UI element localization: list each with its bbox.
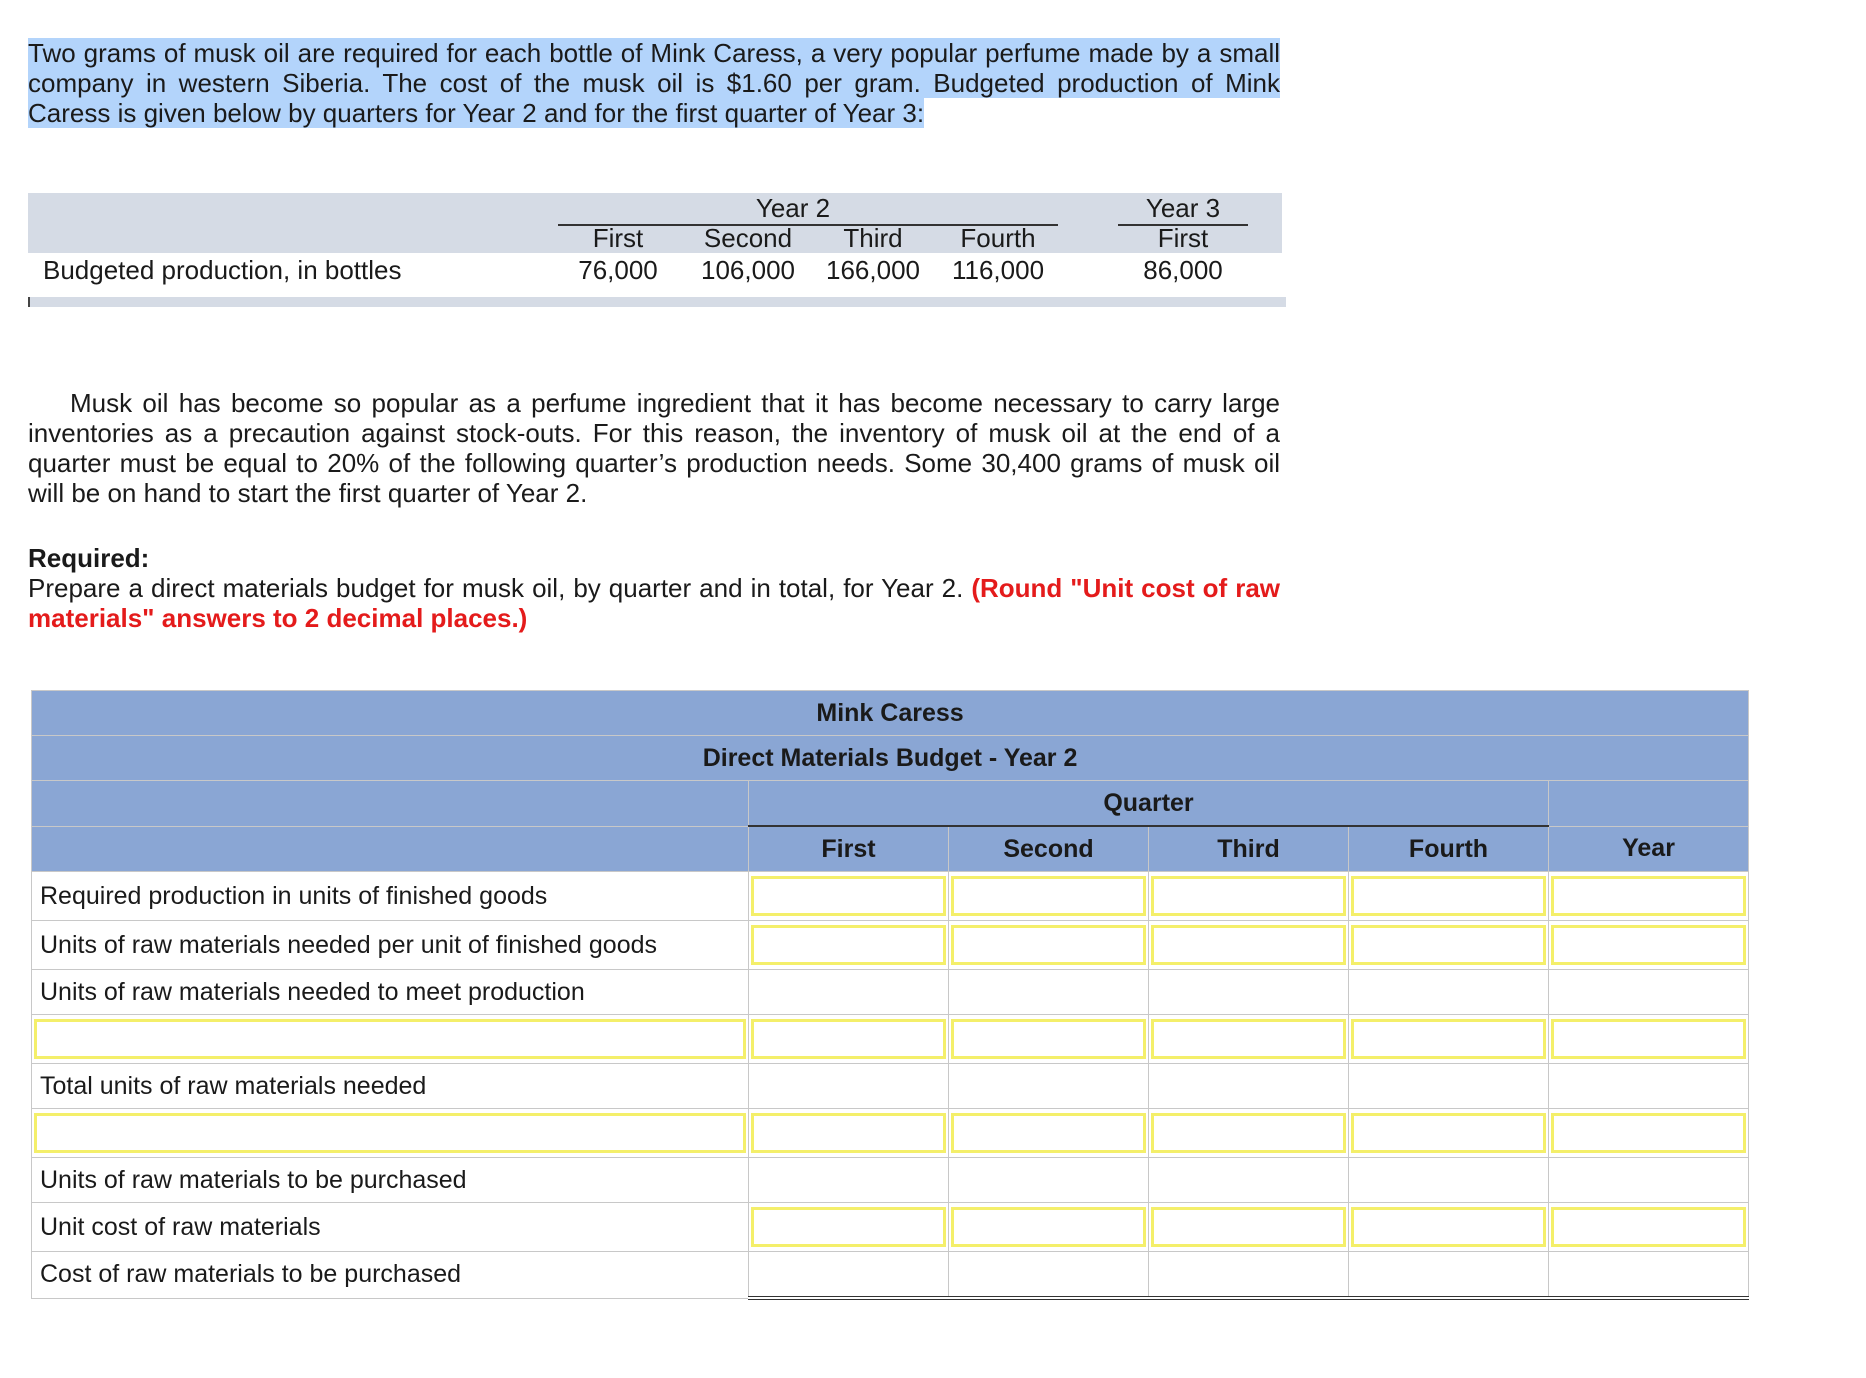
cell-total-fourth bbox=[1349, 1064, 1549, 1109]
value-q3: 166,000 bbox=[826, 255, 920, 285]
value-year3-q1: 86,000 bbox=[1143, 255, 1223, 285]
cell-purchase-fourth bbox=[1349, 1158, 1549, 1203]
budget-title: Mink Caress bbox=[32, 691, 1749, 736]
cell-purchase-first bbox=[749, 1158, 949, 1203]
row-label-units-to-purchase: Units of raw materials to be purchased bbox=[32, 1158, 749, 1203]
cell-units-needed-year bbox=[1549, 970, 1749, 1015]
input-row4-third[interactable] bbox=[1151, 1019, 1346, 1059]
quarter-fourth: Fourth bbox=[960, 223, 1036, 253]
input-required-production-year[interactable] bbox=[1551, 876, 1746, 916]
input-unit-cost-year[interactable] bbox=[1551, 1207, 1746, 1247]
required-section bbox=[28, 543, 1280, 633]
input-required-production-fourth[interactable] bbox=[1351, 876, 1546, 916]
cell-units-needed-second bbox=[949, 970, 1149, 1015]
input-row-label-4[interactable] bbox=[34, 1019, 746, 1059]
input-row6-second[interactable] bbox=[951, 1113, 1146, 1153]
cell-cost-third bbox=[1149, 1252, 1349, 1299]
input-unit-cost-fourth[interactable] bbox=[1351, 1207, 1546, 1247]
input-row6-first[interactable] bbox=[751, 1113, 946, 1153]
cell-total-first bbox=[749, 1064, 949, 1109]
row-label-unit-cost: Unit cost of raw materials bbox=[32, 1203, 749, 1252]
cell-total-year bbox=[1549, 1064, 1749, 1109]
value-q4: 116,000 bbox=[951, 255, 1045, 285]
row-label-total-units-needed: Total units of raw materials needed bbox=[32, 1064, 749, 1109]
cell-cost-first bbox=[749, 1252, 949, 1299]
input-unit-cost-third[interactable] bbox=[1151, 1207, 1346, 1247]
budget-subtitle: Direct Materials Budget - Year 2 bbox=[32, 736, 1749, 781]
intro-paragraph bbox=[28, 38, 1280, 128]
year3-label: Year 3 bbox=[1145, 193, 1221, 223]
intro-text: Two grams of musk oil are required for each bottle of Mink Caress, a very popular perfume made by a small company in western Siberia. The cost of the musk oil is $1.60 per gram. Budgeted production of Mink Caress is given below by quarters for Year 2 and for the first quarter of Year 3: bbox=[28, 38, 1280, 128]
col-first: First bbox=[749, 826, 949, 872]
cell-cost-fourth bbox=[1349, 1252, 1549, 1299]
col-third: Third bbox=[1149, 826, 1349, 872]
col-year: Year bbox=[1549, 826, 1749, 872]
input-row4-first[interactable] bbox=[751, 1019, 946, 1059]
year2-label: Year 2 bbox=[755, 193, 831, 223]
input-units-per-good-year[interactable] bbox=[1551, 925, 1746, 965]
input-required-production-second[interactable] bbox=[951, 876, 1146, 916]
row-label-units-needed-production: Units of raw materials needed to meet production bbox=[32, 970, 749, 1015]
required-text: Prepare a direct materials budget for musk oil, by quarter and in total, for Year 2. bbox=[28, 573, 972, 603]
quarter-first: First bbox=[592, 223, 644, 253]
quarter-second: Second bbox=[703, 223, 793, 253]
cell-cost-second bbox=[949, 1252, 1149, 1299]
cell-purchase-year bbox=[1549, 1158, 1749, 1203]
cell-total-second bbox=[949, 1064, 1149, 1109]
input-unit-cost-second[interactable] bbox=[951, 1207, 1146, 1247]
row-label-required-production: Required production in units of finished goods bbox=[32, 872, 749, 921]
input-units-per-good-third[interactable] bbox=[1151, 925, 1346, 965]
value-q1: 76,000 bbox=[578, 255, 658, 285]
input-row-label-6[interactable] bbox=[34, 1113, 746, 1153]
cell-purchase-third bbox=[1149, 1158, 1349, 1203]
direct-materials-budget-table bbox=[31, 690, 1749, 1300]
input-required-production-first[interactable] bbox=[751, 876, 946, 916]
col-fourth: Fourth bbox=[1349, 826, 1549, 872]
input-row4-second[interactable] bbox=[951, 1019, 1146, 1059]
input-row6-year[interactable] bbox=[1551, 1113, 1746, 1153]
required-heading: Required: bbox=[28, 543, 150, 573]
footer-band bbox=[28, 297, 1286, 307]
cell-total-third bbox=[1149, 1064, 1349, 1109]
row-label-units-per-finished-good: Units of raw materials needed per unit of finished goods bbox=[32, 921, 749, 970]
cell-purchase-second bbox=[949, 1158, 1149, 1203]
input-row6-fourth[interactable] bbox=[1351, 1113, 1546, 1153]
input-row4-fourth[interactable] bbox=[1351, 1019, 1546, 1059]
value-q2: 106,000 bbox=[701, 255, 795, 285]
header-blank-2 bbox=[32, 826, 749, 872]
header-blank bbox=[32, 781, 749, 827]
input-units-per-good-second[interactable] bbox=[951, 925, 1146, 965]
input-units-per-good-first[interactable] bbox=[751, 925, 946, 965]
quarter-header: Quarter bbox=[749, 781, 1549, 827]
input-units-per-good-fourth[interactable] bbox=[1351, 925, 1546, 965]
input-row6-third[interactable] bbox=[1151, 1113, 1346, 1153]
cell-units-needed-fourth bbox=[1349, 970, 1549, 1015]
row-label-budgeted-production: Budgeted production, in bottles bbox=[43, 255, 402, 285]
year3-quarter-first: First bbox=[1157, 223, 1209, 253]
musk-paragraph: Musk oil has become so popular as a perfume ingredient that it has become necessary to carry large inventories as a precaution against stock-outs. For this reason, the inventory of musk oil at the end of a quarter must be equal to 20% of the following quarter’s production needs. Some 30,400 grams of musk oil will be on hand to start the first quarter of Year 2. bbox=[28, 388, 1280, 508]
cell-cost-year bbox=[1549, 1252, 1749, 1299]
col-second: Second bbox=[949, 826, 1149, 872]
input-required-production-third[interactable] bbox=[1151, 876, 1346, 916]
cell-units-needed-third bbox=[1149, 970, 1349, 1015]
rounding-note: (Round "Unit cost of raw materials" answers to 2 decimal places.) bbox=[28, 573, 1281, 633]
cell-units-needed-first bbox=[749, 970, 949, 1015]
input-unit-cost-first[interactable] bbox=[751, 1207, 946, 1247]
header-blank-year bbox=[1549, 781, 1749, 827]
row-label-cost-to-purchase: Cost of raw materials to be purchased bbox=[32, 1252, 749, 1299]
quarter-third: Third bbox=[843, 223, 903, 253]
production-table bbox=[28, 193, 1282, 313]
input-row4-year[interactable] bbox=[1551, 1019, 1746, 1059]
